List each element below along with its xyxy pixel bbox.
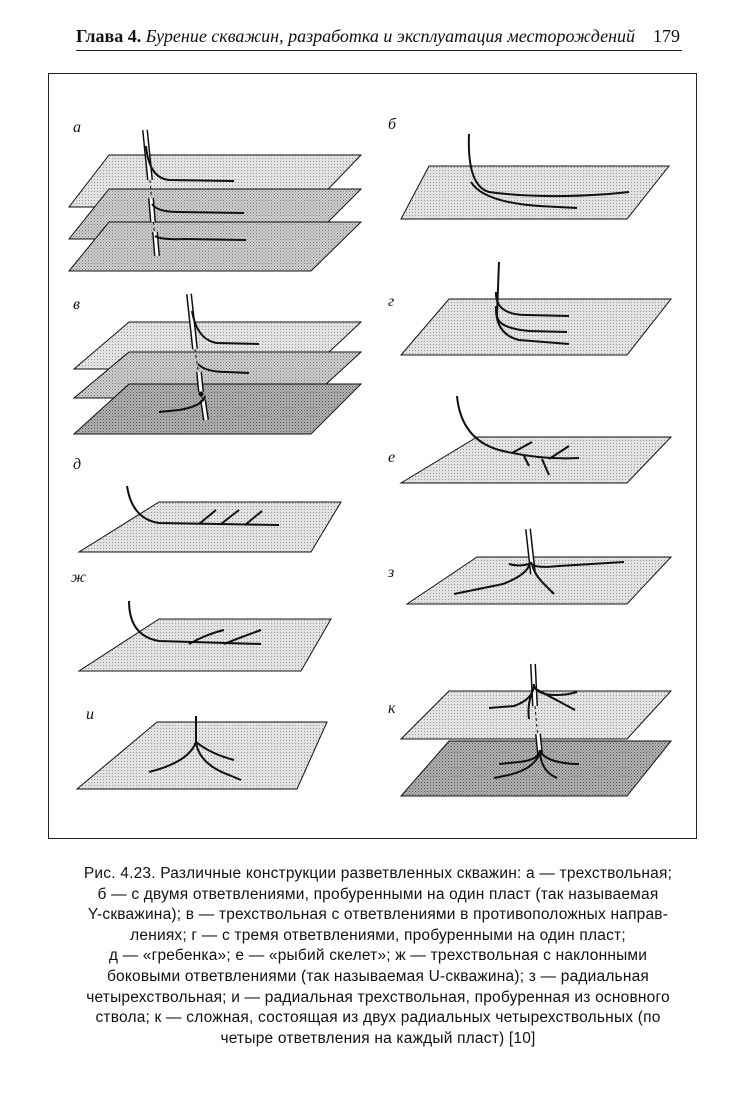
label-a: а — [73, 119, 81, 136]
caption-line: четырехствольная; и — радиальная трехствольная, пробуренная из основного — [86, 988, 670, 1006]
diagram-e — [401, 396, 671, 483]
caption-line: лениях; г — с тремя ответвлениями, пробуренными на один пласт; — [130, 926, 626, 944]
label-z: з — [388, 564, 395, 581]
label-v: в — [73, 296, 80, 313]
chapter-heading — [76, 26, 635, 47]
caption-line: б — с двумя ответвлениями, пробуренными на один пласт (так называемая — [97, 885, 659, 903]
diagram-b — [401, 134, 669, 219]
diagram-a — [69, 130, 361, 271]
diagram-v — [74, 294, 361, 434]
caption-line: Y-скважина); в — трехствольная с ответвлениями в противоположных направ- — [87, 906, 669, 924]
diagram-k — [401, 664, 671, 796]
caption-line: ствола; к — сложная, состоящая из двух радиальных четырехствольных (по — [95, 1009, 661, 1027]
label-k: к — [388, 700, 396, 717]
chapter-title: Бурение скважин, разработка и эксплуатация месторождений — [145, 26, 636, 46]
label-e: е — [388, 449, 396, 466]
caption-line: четыре ответвления на каждый пласт) [10] — [220, 1029, 536, 1047]
figure-frame — [48, 73, 697, 839]
page-number: 179 — [653, 26, 680, 46]
caption-line: Рис. 4.23. Различные конструкции разветвленных скважин: а — трехствольная; — [83, 865, 673, 882]
label-i: и — [86, 706, 94, 723]
label-zh: ж — [71, 569, 86, 586]
chapter-label: Глава 4. — [76, 26, 142, 46]
diagram-d — [79, 486, 341, 552]
caption-line: боковыми ответвлениями (так называемая U-скважина); з — радиальная — [106, 967, 650, 985]
label-d: д — [73, 456, 82, 473]
running-header — [76, 26, 682, 51]
well-diagrams — [49, 74, 698, 840]
label-g: г — [388, 293, 395, 310]
figure-caption — [58, 864, 698, 1049]
diagram-z — [407, 529, 671, 604]
diagram-i — [77, 716, 327, 789]
label-b: б — [388, 116, 397, 133]
caption-line: д — «гребенка»; е — «рыбий скелет»; ж — трехствольная с наклонными — [108, 947, 648, 965]
diagram-g — [401, 262, 671, 355]
diagram-zh — [79, 601, 331, 671]
